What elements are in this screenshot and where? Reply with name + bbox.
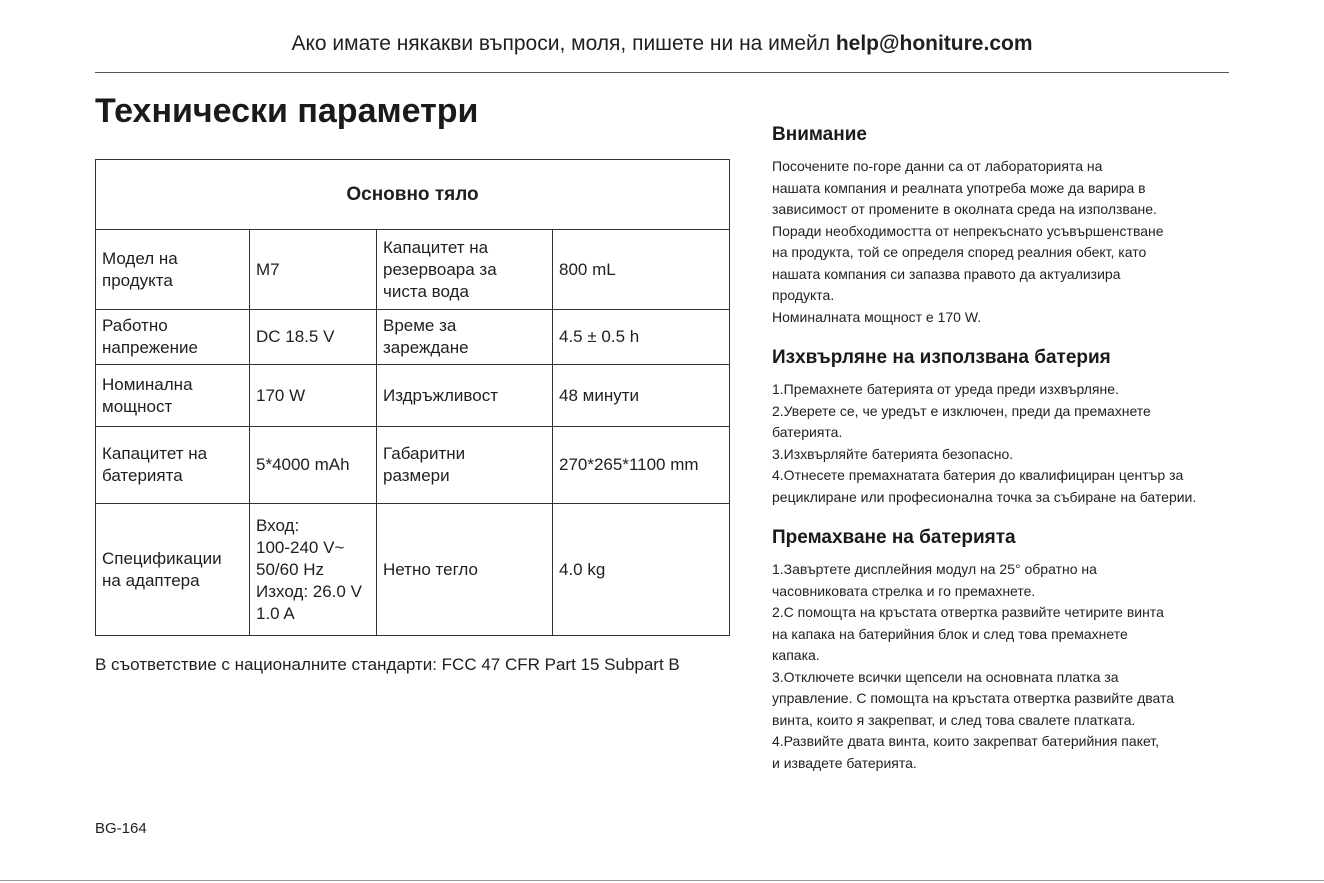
cell-line: напрежение xyxy=(102,338,198,357)
section-line: управление. С помощта на кръстата отвертка развийте двата xyxy=(772,690,1175,706)
table-row xyxy=(96,230,730,310)
spec-label xyxy=(377,230,553,310)
cell-line: Нетно тегло xyxy=(383,559,478,579)
section-attention xyxy=(772,124,1242,328)
section-body xyxy=(772,559,1242,774)
header-divider xyxy=(95,72,1229,73)
cell-line: 170 W xyxy=(256,385,306,405)
cell-line: Изход: 26.0 V xyxy=(256,581,362,601)
spec-label xyxy=(377,310,553,365)
section-line: Посочените по-горе данни са от лабораторията на xyxy=(772,158,1103,174)
table-heading: Основно тяло xyxy=(96,160,730,230)
section-line: 2.С помощта на кръстата отвертка развийте четирите винта xyxy=(772,604,1164,620)
section-line: Поради необходимостта от непрекъснато усъвършенстване xyxy=(772,222,1164,239)
cell-line: Капацитет на xyxy=(102,444,208,463)
cell-line: 1.0 A xyxy=(256,603,295,623)
cell-line: 4.5 ± 0.5 h xyxy=(559,327,640,346)
cell-line: Вход: xyxy=(256,515,300,535)
cell-line: Спецификации xyxy=(102,548,222,568)
section-line: нашата компания и реалната употреба може да варира в xyxy=(772,179,1146,196)
spec-value xyxy=(553,365,730,427)
section-battery-removal xyxy=(772,527,1242,774)
table-row xyxy=(96,504,730,636)
spec-label xyxy=(96,310,250,365)
spec-value xyxy=(553,310,730,365)
bottom-divider xyxy=(0,880,1324,881)
section-line: 1.Премахнете батерията от уреда преди изхвърляне. xyxy=(772,381,1119,397)
contact-email: help@honiture.com xyxy=(835,32,1033,55)
cell-line: чиста вода xyxy=(383,281,469,301)
spec-table-body xyxy=(96,230,730,636)
cell-line: размери xyxy=(383,466,450,485)
section-body xyxy=(772,379,1242,508)
section-line: нашата компания си запазва правото да актуализира xyxy=(772,265,1121,282)
table-row xyxy=(96,310,730,365)
section-line: 4.Развийте двата винта, които закрепват батерийния пакет, xyxy=(772,733,1160,749)
cell-line: продукта xyxy=(102,270,173,290)
contact-header xyxy=(0,32,1324,56)
spec-label xyxy=(377,365,553,427)
section-line: продукта. xyxy=(772,287,835,303)
section-battery-disposal xyxy=(772,347,1242,508)
cell-line: 270*265*1100 mm xyxy=(559,455,699,474)
section-line: 4.Отнесете премахнатата батерия до квалифициран център за xyxy=(772,467,1184,483)
cell-line: Модел на xyxy=(102,248,178,268)
cell-line: M7 xyxy=(256,259,280,279)
spec-label xyxy=(377,504,553,636)
notes-column xyxy=(772,124,1242,774)
cell-line: Капацитет на xyxy=(383,237,489,257)
section-title: Изхвърляне на използвана батерия xyxy=(772,347,1111,368)
section-line: и извадете батерията. xyxy=(772,754,917,771)
compliance-note: В съответствие с националните стандарти: FCC 47 CFR Part 15 Subpart B xyxy=(95,655,680,674)
cell-line: DC 18.5 V xyxy=(256,327,335,346)
spec-value xyxy=(250,365,377,427)
section-title: Премахване на батерията xyxy=(772,527,1016,548)
spec-value xyxy=(553,427,730,504)
cell-line: 800 mL xyxy=(559,259,616,279)
cell-line: 50/60 Hz xyxy=(256,559,325,579)
section-line: на капака на батерийния блок и след това премахнете xyxy=(772,625,1128,642)
section-line: на продукта, той се определя според реалния обект, като xyxy=(772,244,1147,260)
section-line: часовниковата стрелка и го премахнете. xyxy=(772,582,1036,599)
cell-line: на адаптера xyxy=(102,570,200,590)
section-line: рециклиране или професионална точка за събиране на батерии. xyxy=(772,488,1197,505)
section-line: Номиналната мощност е 170 W. xyxy=(772,308,982,325)
section-line: 2.Уверете се, че уредът е изключен, преди да премахнете xyxy=(772,402,1151,419)
page-number: BG-164 xyxy=(95,820,147,837)
cell-line: 4.0 kg xyxy=(559,559,606,579)
spec-label xyxy=(96,427,250,504)
section-line: зависимост от промените в околната среда на използване. xyxy=(772,201,1157,217)
spec-label xyxy=(377,427,553,504)
spec-value xyxy=(250,504,377,636)
cell-line: Време за xyxy=(383,316,457,335)
spec-value xyxy=(553,230,730,310)
cell-line: Работно xyxy=(102,316,168,335)
table-row xyxy=(96,365,730,427)
spec-value xyxy=(250,427,377,504)
cell-line: 100-240 V~ xyxy=(256,537,345,557)
section-line: винта, които я закрепват, и след това свалете платката. xyxy=(772,711,1136,728)
cell-line: Габаритни xyxy=(383,444,466,463)
section-title: Внимание xyxy=(772,124,867,145)
cell-line: Номинална xyxy=(102,374,193,394)
section-line: капака. xyxy=(772,647,820,663)
cell-line: 48 минути xyxy=(559,385,639,405)
section-line: 3.Отключете всички щепсели на основната платка за xyxy=(772,668,1119,685)
spec-value xyxy=(553,504,730,636)
spec-value xyxy=(250,310,377,365)
cell-line: Издръжливост xyxy=(383,385,499,405)
section-line: 1.Завъртете дисплейния модул на 25° обратно на xyxy=(772,561,1097,577)
cell-line: 5*4000 mAh xyxy=(256,455,350,474)
spec-label xyxy=(96,365,250,427)
spec-label xyxy=(96,230,250,310)
page-title: Технически параметри xyxy=(95,92,479,130)
cell-line: зареждане xyxy=(383,338,469,357)
spec-value xyxy=(250,230,377,310)
section-line: батерията. xyxy=(772,424,843,440)
section-line: 3.Изхвърляйте батерията безопасно. xyxy=(772,445,1014,462)
contact-text: Ако имате някакви въпроси, моля, пишете ни на имейл xyxy=(291,32,836,55)
section-body xyxy=(772,156,1242,328)
cell-line: резервоара за xyxy=(383,259,497,279)
table-row xyxy=(96,427,730,504)
cell-line: батерията xyxy=(102,466,183,485)
cell-line: мощност xyxy=(102,396,173,416)
spec-label xyxy=(96,504,250,636)
spec-table xyxy=(95,159,730,636)
